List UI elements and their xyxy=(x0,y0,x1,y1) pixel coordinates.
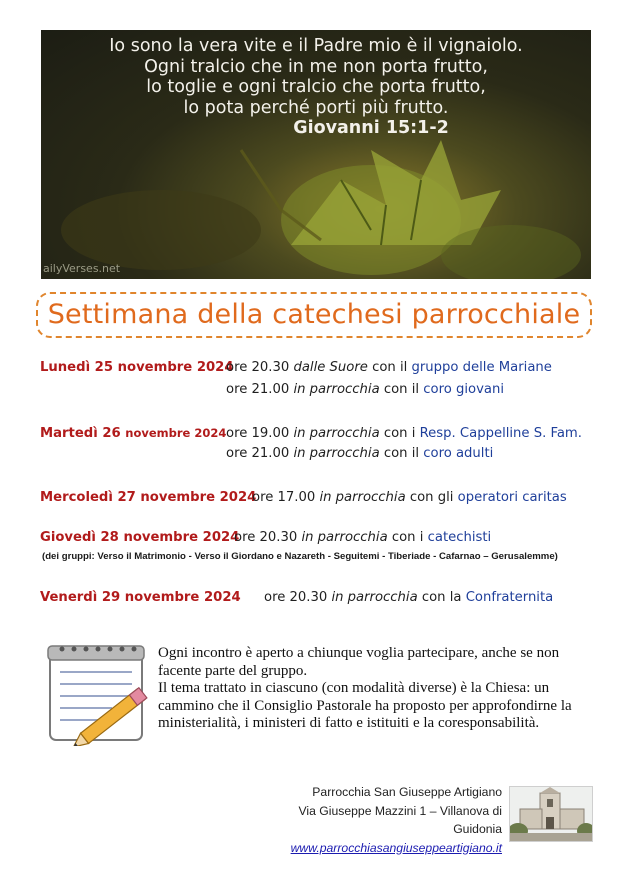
schedule-entry: ore 20.30 dalle Suore con il gruppo delle Mariane xyxy=(226,360,552,375)
parish-footer xyxy=(250,783,502,857)
page-title: Settimana della catechesi parrocchiale xyxy=(47,299,581,330)
schedule-row-monday xyxy=(40,360,552,375)
group-name: coro adulti xyxy=(423,446,494,461)
group-name: coro giovani xyxy=(423,382,504,397)
church-photo xyxy=(509,786,593,842)
schedule-entry: ore 21.00 in parrocchia con il coro adulti xyxy=(226,446,494,461)
schedule-row-tuesday xyxy=(40,426,582,441)
group-name: Resp. Cappelline S. Fam. xyxy=(419,426,582,441)
verse-line-1: Io sono la vera vite e il Padre mio è il vignaiolo. xyxy=(109,36,523,56)
notes-paragraph-theme: Il tema trattato in ciascuno (con modalità diverse) è la Chiesa: un cammino che il Consiglio Pastorale ha proposto per approfondirne la ministerialità, i ministeri di fatto e istituiti e la coresponsabilità. xyxy=(158,680,572,731)
notes-paragraph-open: Ogni incontro è aperto a chiunque voglia partecipare, anche se non facente parte del gruppo. xyxy=(158,645,560,679)
verse-line-2: Ogni tralcio che in me non porta frutto, xyxy=(144,56,488,77)
schedule-row-wednesday xyxy=(40,490,567,505)
schedule-row-thursday xyxy=(40,530,492,545)
image-credit: ailyVerses.net xyxy=(43,262,121,275)
verse-line-4: lo pota perché porti più frutto. xyxy=(183,97,449,118)
day-label: Martedì 26 novembre 2024 xyxy=(40,426,227,441)
parish-address: Via Giuseppe Mazzini 1 – Villanova di Guidonia xyxy=(298,803,502,836)
day-label: Mercoledì 27 novembre 2024 xyxy=(40,490,257,505)
schedule-row-friday xyxy=(40,590,554,605)
notepad-pencil-icon xyxy=(42,640,158,746)
groups-note: (dei gruppi: Verso il Matrimonio - Verso il Giordano e Nazareth - Seguitemi - Tiberiade - Cafarnao – Gerusalemme) xyxy=(42,551,558,562)
verse-banner-image xyxy=(41,30,591,279)
verse-line-3: lo toglie e ogni tralcio che porta frutto, xyxy=(146,77,486,97)
verse-reference: Giovanni 15:1-2 xyxy=(293,118,449,138)
day-label: Venerdì 29 novembre 2024 xyxy=(40,590,241,605)
page-title-frame xyxy=(36,292,592,338)
schedule-entry: ore 20.30 in parrocchia con la Confraternita xyxy=(264,590,554,605)
parish-website-link[interactable]: www.parrocchiasangiuseppeartigiano.it xyxy=(290,840,502,855)
group-name: operatori caritas xyxy=(457,490,567,505)
day-label: Giovedì 28 novembre 2024 xyxy=(40,530,240,545)
group-name: Confraternita xyxy=(465,590,554,605)
group-name: catechisti xyxy=(427,530,492,545)
schedule-entry: ore 19.00 in parrocchia con i Resp. Cappelline S. Fam. xyxy=(226,426,582,441)
group-name: gruppo delle Mariane xyxy=(411,360,552,375)
notes-text xyxy=(158,645,598,733)
bible-verse xyxy=(41,36,591,139)
parish-name: Parrocchia San Giuseppe Artigiano xyxy=(312,785,502,799)
schedule-entry: ore 20.30 in parrocchia con i catechisti xyxy=(234,530,492,545)
day-label: Lunedì 25 novembre 2024 xyxy=(40,360,234,375)
schedule-entry: ore 17.00 in parrocchia con gli operatori caritas xyxy=(252,490,567,505)
schedule-entry: ore 21.00 in parrocchia con il coro giovani xyxy=(226,382,504,397)
